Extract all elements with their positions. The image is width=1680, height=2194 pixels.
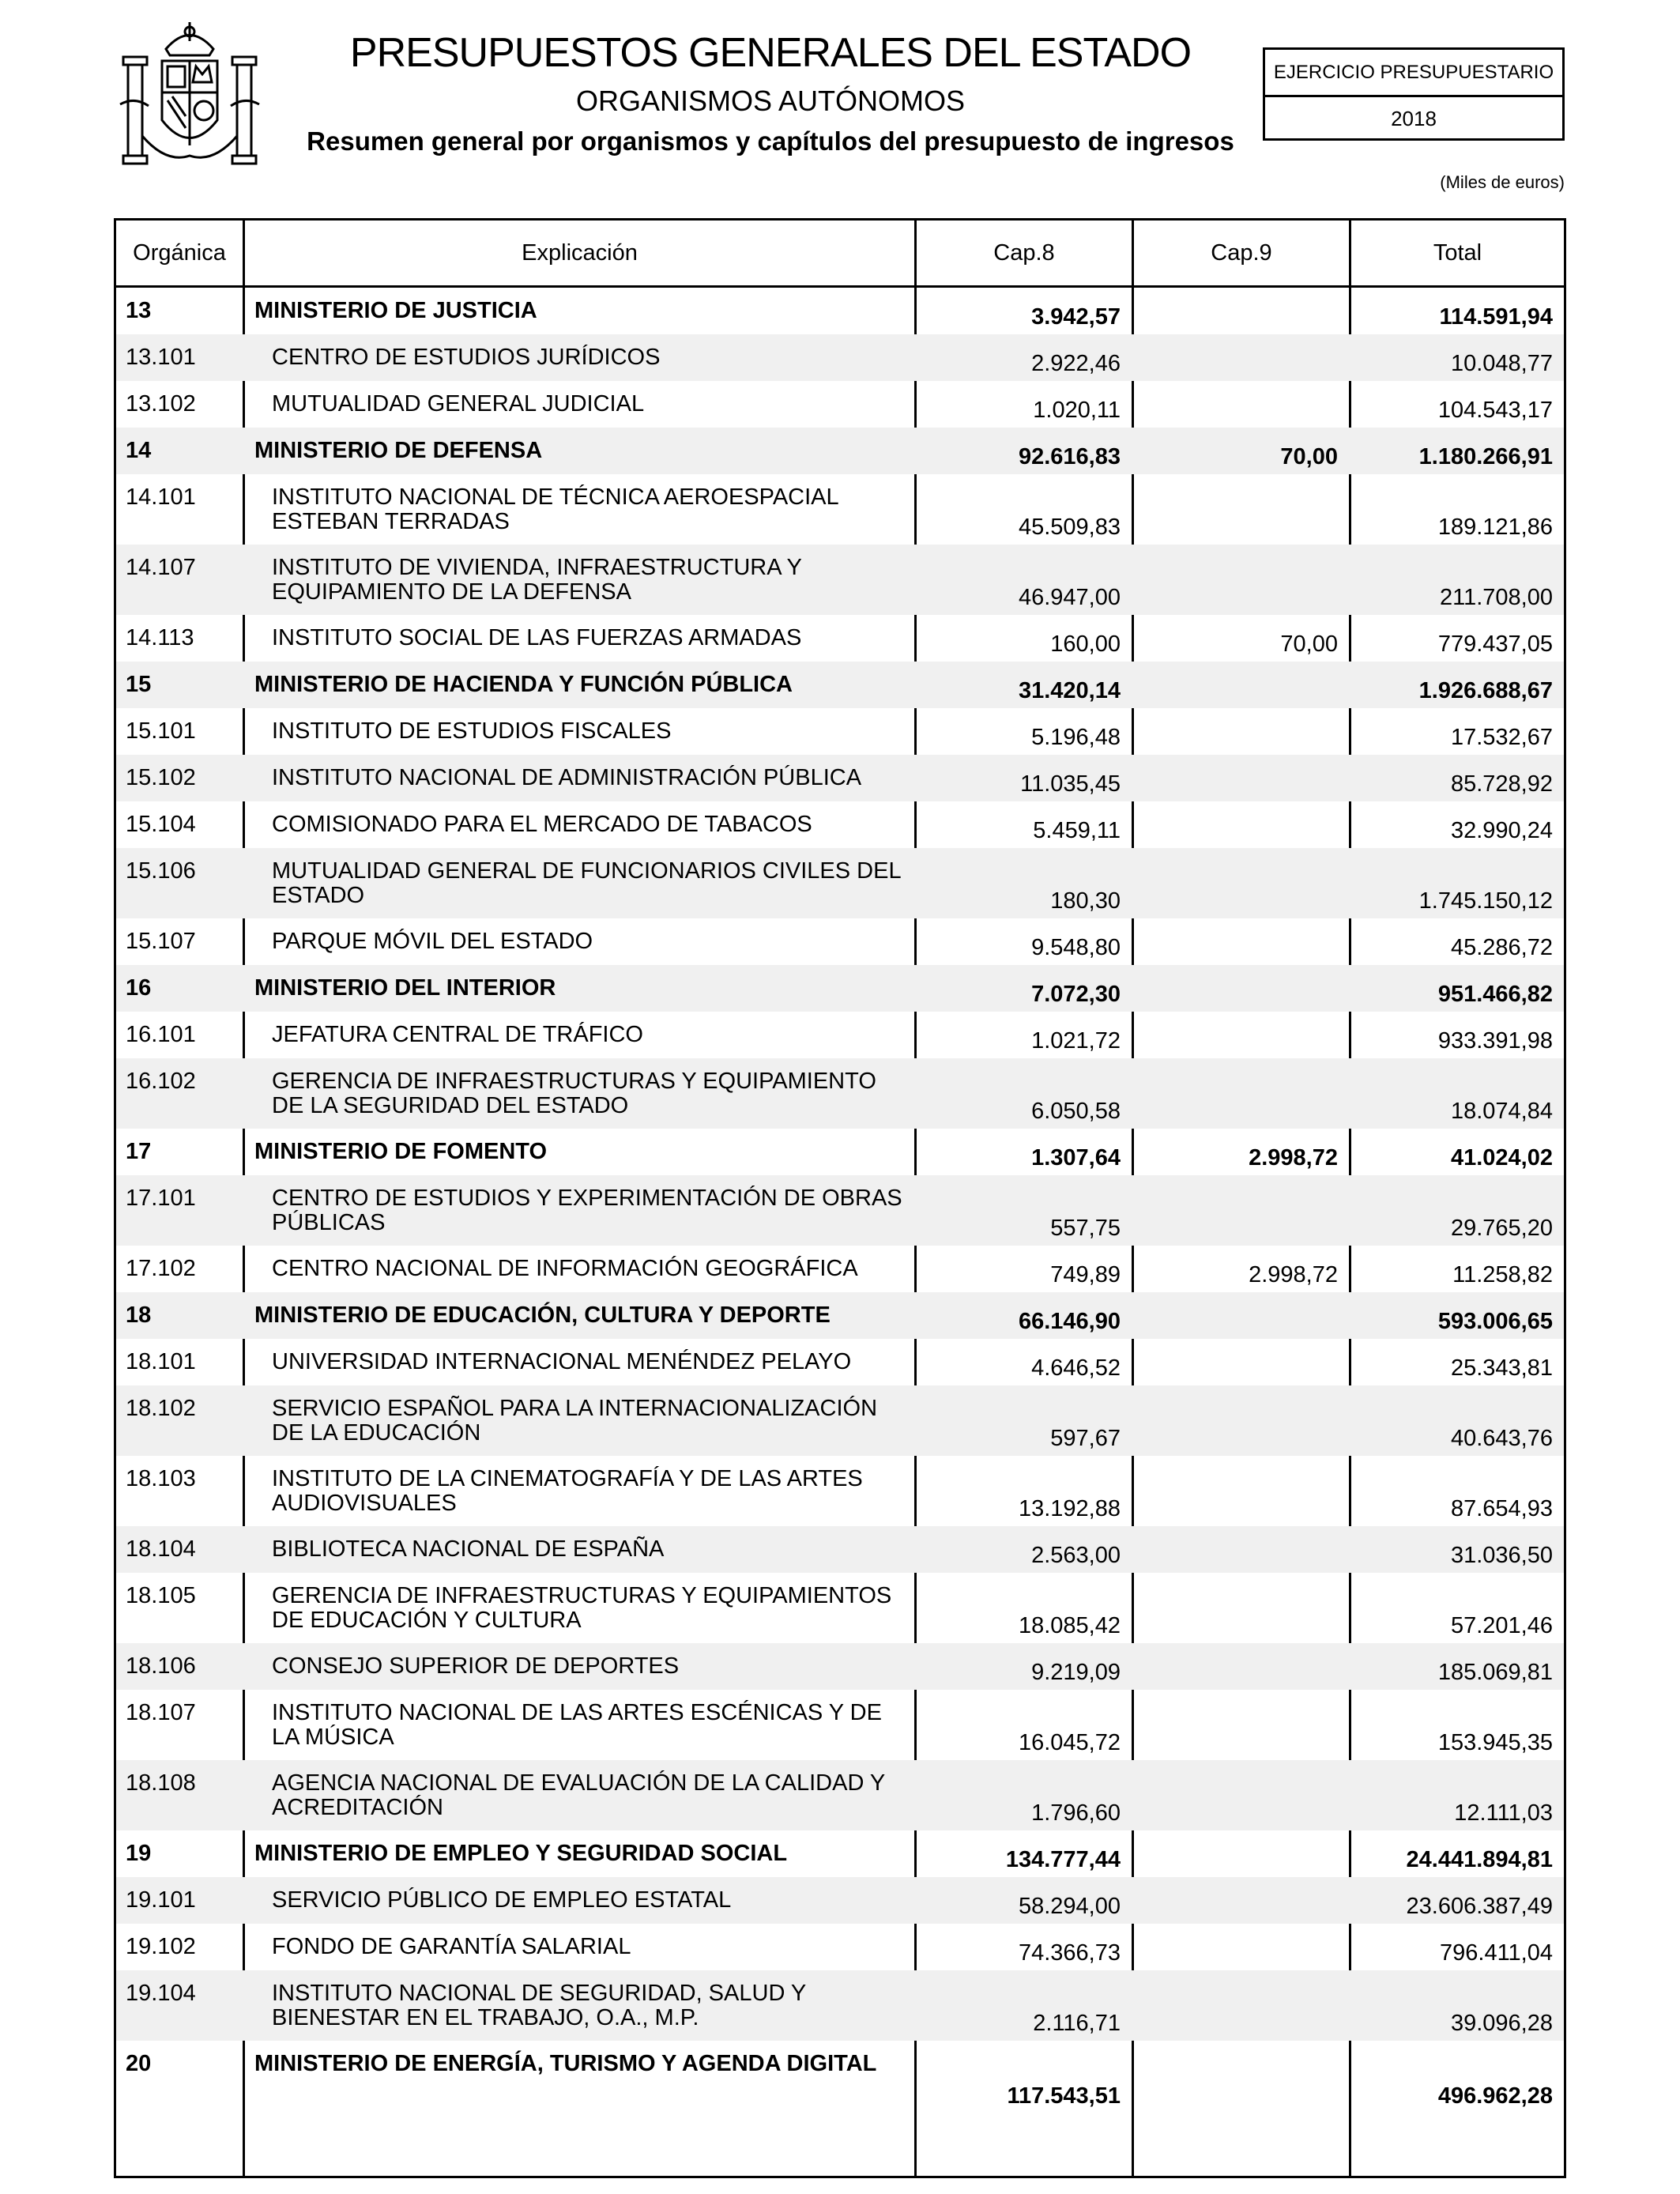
table-row <box>116 848 1564 918</box>
cap9-cell <box>1134 1339 1349 1385</box>
table-row <box>116 918 1564 965</box>
explicacion-cell: UNIVERSIDAD INTERNACIONAL MENÉNDEZ PELAYO <box>272 1349 852 1374</box>
total-cell: 39.096,28 <box>1450 2011 1553 2036</box>
table-row <box>116 1012 1564 1058</box>
ministry-row <box>116 1129 1564 1175</box>
total-cell: 951.466,82 <box>1437 982 1553 1007</box>
cap8-cell: 5.459,11 <box>1033 818 1121 843</box>
organica-cell: 15.107 <box>126 929 196 954</box>
cap8-cell: 58.294,00 <box>1018 1894 1121 1919</box>
organica-cell: 13.101 <box>126 345 196 370</box>
cap8-cell: 92.616,83 <box>1018 444 1121 469</box>
cap8-cell: 2.116,71 <box>1033 2011 1121 2036</box>
explicacion-cell: INSTITUTO NACIONAL DE TÉCNICA AEROESPACIAL ESTEBAN TERRADAS <box>272 484 838 534</box>
total-cell: 1.745.150,12 <box>1418 888 1553 914</box>
organica-cell: 18.107 <box>126 1700 196 1725</box>
explicacion-cell: INSTITUTO DE ESTUDIOS FISCALES <box>272 718 672 744</box>
table-row <box>116 708 1564 755</box>
organica-cell: 18.103 <box>126 1466 196 1491</box>
organica-cell: 14 <box>126 438 152 463</box>
total-cell: 40.643,76 <box>1450 1426 1553 1451</box>
explicacion-cell: GERENCIA DE INFRAESTRUCTURAS Y EQUIPAMIENTOS DE EDUCACIÓN Y CULTURA <box>272 1583 892 1633</box>
table-row <box>116 1385 1564 1456</box>
cap9-cell <box>1134 1175 1349 1246</box>
total-cell: 23.606.387,49 <box>1406 1894 1553 1919</box>
cap9-cell <box>1134 381 1349 428</box>
organica-cell: 17.102 <box>126 1256 196 1281</box>
column-header-explicacion: Explicación <box>522 240 638 266</box>
explicacion-cell: CENTRO NACIONAL DE INFORMACIÓN GEOGRÁFICA <box>272 1256 858 1281</box>
explicacion-cell: SERVICIO ESPAÑOL PARA LA INTERNACIONALIZACIÓN DE LA EDUCACIÓN <box>272 1396 878 1446</box>
explicacion-cell: INSTITUTO DE LA CINEMATOGRAFÍA Y DE LAS ARTES AUDIOVISUALES <box>272 1466 863 1516</box>
organica-cell: 13 <box>126 298 152 323</box>
cap8-cell: 46.947,00 <box>1018 585 1121 610</box>
organica-cell: 19.104 <box>126 1981 196 2006</box>
cap8-cell: 5.196,48 <box>1031 725 1121 750</box>
cap9-cell <box>1134 545 1349 615</box>
column-header-cap8: Cap.8 <box>993 240 1055 266</box>
total-cell: 10.048,77 <box>1450 351 1553 376</box>
table-row <box>116 1526 1564 1573</box>
total-cell: 189.121,86 <box>1437 515 1553 540</box>
table-row <box>116 1760 1564 1830</box>
explicacion-cell: CENTRO DE ESTUDIOS Y EXPERIMENTACIÓN DE OBRAS PÚBLICAS <box>272 1186 902 1235</box>
cap8-cell: 2.563,00 <box>1031 1543 1121 1568</box>
cap8-cell: 4.646,52 <box>1031 1355 1121 1381</box>
total-cell: 12.111,03 <box>1454 1800 1553 1826</box>
exercise-year: 2018 <box>1391 107 1437 130</box>
cap8-cell: 1.796,60 <box>1031 1800 1121 1826</box>
total-cell: 185.069,81 <box>1437 1660 1553 1685</box>
total-cell: 17.532,67 <box>1450 725 1553 750</box>
cap8-cell: 66.146,90 <box>1018 1309 1121 1334</box>
cap8-cell: 180,30 <box>1050 888 1121 914</box>
organica-cell: 18.106 <box>126 1653 196 1679</box>
cap9-cell <box>1134 1456 1349 1526</box>
explicacion-cell: MINISTERIO DE HACIENDA Y FUNCIÓN PÚBLICA <box>254 672 793 697</box>
organica-cell: 20 <box>126 2051 152 2076</box>
explicacion-cell: MUTUALIDAD GENERAL JUDICIAL <box>272 391 645 417</box>
total-cell: 24.441.894,81 <box>1406 1847 1553 1872</box>
exercise-label: EJERCICIO PRESUPUESTARIO <box>1265 50 1562 97</box>
explicacion-cell: MINISTERIO DE FOMENTO <box>254 1139 548 1164</box>
total-cell: 25.343,81 <box>1450 1355 1553 1381</box>
table-row <box>116 755 1564 801</box>
cap9-cell <box>1134 1058 1349 1129</box>
total-cell: 18.074,84 <box>1450 1099 1553 1124</box>
ministry-row <box>116 428 1564 474</box>
total-cell: 85.728,92 <box>1450 771 1553 797</box>
total-cell: 41.024,02 <box>1450 1145 1553 1171</box>
cap8-cell: 3.942,57 <box>1031 304 1121 330</box>
cap8-cell: 749,89 <box>1050 1262 1121 1287</box>
cap9-cell <box>1134 1924 1349 1970</box>
organica-cell: 16.101 <box>126 1022 196 1047</box>
table-row <box>116 1877 1564 1924</box>
explicacion-cell: AGENCIA NACIONAL DE EVALUACIÓN DE LA CALIDAD Y ACREDITACIÓN <box>272 1770 885 1820</box>
table-row <box>116 474 1564 545</box>
ministry-row <box>116 2041 1564 2113</box>
cap9-cell <box>1134 1385 1349 1456</box>
total-cell: 593.006,65 <box>1437 1309 1553 1334</box>
organica-cell: 14.107 <box>126 555 196 580</box>
total-cell: 211.708,00 <box>1440 585 1553 610</box>
table-row <box>116 334 1564 381</box>
total-cell: 114.591,94 <box>1439 304 1553 330</box>
cap9-cell: 2.998,72 <box>1249 1145 1338 1171</box>
organica-cell: 16.102 <box>126 1069 196 1094</box>
cap8-cell: 45.509,83 <box>1018 515 1121 540</box>
cap8-cell: 9.548,80 <box>1031 935 1121 960</box>
table-row <box>116 545 1564 615</box>
total-cell: 32.990,24 <box>1450 818 1553 843</box>
coat-of-arms-logo <box>111 17 269 175</box>
units-note: (Miles de euros) <box>1440 172 1565 192</box>
cap8-cell: 9.219,09 <box>1031 1660 1121 1685</box>
explicacion-cell: FONDO DE GARANTÍA SALARIAL <box>272 1934 631 1959</box>
cap9-cell <box>1134 1877 1349 1924</box>
cap9-cell <box>1134 1012 1349 1058</box>
cap9-cell <box>1134 474 1349 545</box>
organica-cell: 19 <box>126 1841 152 1866</box>
organica-cell: 14.101 <box>126 484 196 510</box>
ministry-row <box>116 288 1564 334</box>
organica-cell: 19.102 <box>126 1934 196 1959</box>
explicacion-cell: MUTUALIDAD GENERAL DE FUNCIONARIOS CIVILES DEL ESTADO <box>272 858 901 908</box>
explicacion-cell: JEFATURA CENTRAL DE TRÁFICO <box>272 1022 643 1047</box>
explicacion-cell: GERENCIA DE INFRAESTRUCTURAS Y EQUIPAMIENTO DE LA SEGURIDAD DEL ESTADO <box>272 1069 876 1118</box>
explicacion-cell: MINISTERIO DEL INTERIOR <box>254 975 556 1001</box>
table-row <box>116 1924 1564 1970</box>
explicacion-cell: MINISTERIO DE ENERGÍA, TURISMO Y AGENDA DIGITAL <box>254 2051 877 2076</box>
page-title: PRESUPUESTOS GENERALES DEL ESTADO <box>349 30 1192 76</box>
explicacion-cell: PARQUE MÓVIL DEL ESTADO <box>272 929 593 954</box>
total-cell: 11.258,82 <box>1452 1262 1553 1287</box>
cap9-cell: 2.998,72 <box>1249 1262 1338 1287</box>
cap9-cell <box>1134 1690 1349 1760</box>
explicacion-cell: MINISTERIO DE EDUCACIÓN, CULTURA Y DEPORTE <box>254 1302 831 1328</box>
cap9-cell <box>1134 1830 1349 1877</box>
table-body <box>116 288 1564 2113</box>
report-heading: Resumen general por organismos y capítulos del presupuesto de ingresos <box>307 126 1234 156</box>
cap9-cell <box>1134 918 1349 965</box>
cap9-cell <box>1134 801 1349 848</box>
cap8-cell: 6.050,58 <box>1031 1099 1121 1124</box>
cap9-cell <box>1134 662 1349 708</box>
organica-cell: 18.105 <box>126 1583 196 1608</box>
explicacion-cell: CONSEJO SUPERIOR DE DEPORTES <box>272 1653 680 1679</box>
column-header-cap9: Cap.9 <box>1211 240 1272 266</box>
table-row <box>116 1246 1564 1292</box>
table-row <box>116 1456 1564 1526</box>
organica-cell: 15 <box>126 672 152 697</box>
explicacion-cell: MINISTERIO DE EMPLEO Y SEGURIDAD SOCIAL <box>254 1841 788 1866</box>
total-cell: 45.286,72 <box>1450 935 1553 960</box>
organica-cell: 13.102 <box>126 391 196 417</box>
total-cell: 29.765,20 <box>1450 1216 1553 1241</box>
cap9-cell <box>1134 1760 1349 1830</box>
total-cell: 31.036,50 <box>1450 1543 1553 1568</box>
cap9-cell <box>1134 1526 1349 1573</box>
cap8-cell: 74.366,73 <box>1018 1940 1121 1966</box>
page-subtitle: ORGANISMOS AUTÓNOMOS <box>575 85 966 117</box>
organica-cell: 15.106 <box>126 858 196 884</box>
cap9-cell <box>1134 755 1349 801</box>
cap8-cell: 597,67 <box>1050 1426 1121 1451</box>
cap8-cell: 1.020,11 <box>1033 398 1121 423</box>
explicacion-cell: CENTRO DE ESTUDIOS JURÍDICOS <box>272 345 661 370</box>
cap9-cell: 70,00 <box>1280 444 1338 469</box>
total-cell: 57.201,46 <box>1450 1613 1553 1638</box>
cap8-cell: 117.543,51 <box>1007 2083 1121 2109</box>
table-row <box>116 615 1564 662</box>
cap9-cell <box>1134 965 1349 1012</box>
total-cell: 87.654,93 <box>1450 1496 1553 1521</box>
ministry-row <box>116 1830 1564 1877</box>
cap9-cell <box>1134 288 1349 334</box>
exercise-box <box>1263 47 1565 141</box>
column-header-total: Total <box>1433 240 1482 266</box>
cap8-cell: 1.021,72 <box>1031 1028 1121 1054</box>
cap8-cell: 134.777,44 <box>1005 1847 1121 1872</box>
cap9-cell: 70,00 <box>1280 631 1338 657</box>
cap8-cell: 2.922,46 <box>1031 351 1121 376</box>
total-cell: 779.437,05 <box>1437 631 1553 657</box>
cap9-cell <box>1134 334 1349 381</box>
table-row <box>116 1058 1564 1129</box>
cap8-cell: 13.192,88 <box>1018 1496 1121 1521</box>
cap9-cell <box>1134 708 1349 755</box>
cap9-cell <box>1134 848 1349 918</box>
cap9-cell <box>1134 1573 1349 1643</box>
explicacion-cell: COMISIONADO PARA EL MERCADO DE TABACOS <box>272 812 812 837</box>
cap8-cell: 11.035,45 <box>1020 771 1121 797</box>
total-cell: 153.945,35 <box>1437 1730 1553 1755</box>
cap9-cell <box>1134 2041 1349 2113</box>
organica-cell: 19.101 <box>126 1887 196 1913</box>
organica-cell: 18.102 <box>126 1396 196 1421</box>
cap8-cell: 160,00 <box>1050 631 1121 657</box>
cap8-cell: 16.045,72 <box>1018 1730 1121 1755</box>
explicacion-cell: SERVICIO PÚBLICO DE EMPLEO ESTATAL <box>272 1887 732 1913</box>
table-row <box>116 1175 1564 1246</box>
table-row <box>116 1690 1564 1760</box>
organica-cell: 18 <box>126 1302 152 1328</box>
explicacion-cell: INSTITUTO NACIONAL DE ADMINISTRACIÓN PÚBLICA <box>272 765 862 790</box>
explicacion-cell: MINISTERIO DE DEFENSA <box>254 438 543 463</box>
organica-cell: 18.104 <box>126 1536 196 1562</box>
cap9-cell <box>1134 1643 1349 1690</box>
explicacion-cell: BIBLIOTECA NACIONAL DE ESPAÑA <box>272 1536 665 1562</box>
organica-cell: 17.101 <box>126 1186 196 1211</box>
organica-cell: 15.104 <box>126 812 196 837</box>
table-row <box>116 1970 1564 2041</box>
organica-cell: 15.101 <box>126 718 196 744</box>
total-cell: 496.962,28 <box>1437 2083 1553 2109</box>
explicacion-cell: MINISTERIO DE JUSTICIA <box>254 298 537 323</box>
organica-cell: 15.102 <box>126 765 196 790</box>
organica-cell: 18.101 <box>126 1349 196 1374</box>
ministry-row <box>116 662 1564 708</box>
explicacion-cell: INSTITUTO NACIONAL DE LAS ARTES ESCÉNICAS Y DE LA MÚSICA <box>272 1700 882 1750</box>
explicacion-cell: INSTITUTO DE VIVIENDA, INFRAESTRUCTURA Y EQUIPAMIENTO DE LA DEFENSA <box>272 555 802 605</box>
cap8-cell: 1.307,64 <box>1031 1145 1121 1171</box>
total-cell: 104.543,17 <box>1437 398 1553 423</box>
cap9-cell <box>1134 1292 1349 1339</box>
budget-table <box>114 218 1566 2178</box>
total-cell: 796.411,04 <box>1440 1940 1553 1966</box>
table-row <box>116 1339 1564 1385</box>
total-cell: 933.391,98 <box>1437 1028 1553 1054</box>
table-row <box>116 1573 1564 1643</box>
organica-cell: 16 <box>126 975 152 1001</box>
cap8-cell: 18.085,42 <box>1018 1613 1121 1638</box>
table-header <box>116 221 1564 288</box>
explicacion-cell: INSTITUTO NACIONAL DE SEGURIDAD, SALUD Y BIENESTAR EN EL TRABAJO, O.A., M.P. <box>272 1981 806 2030</box>
organica-cell: 14.113 <box>126 625 194 650</box>
total-cell: 1.180.266,91 <box>1418 444 1553 469</box>
cap8-cell: 31.420,14 <box>1018 678 1121 703</box>
table-row <box>116 381 1564 428</box>
table-row <box>116 801 1564 848</box>
cap8-cell: 7.072,30 <box>1031 982 1121 1007</box>
explicacion-cell: INSTITUTO SOCIAL DE LAS FUERZAS ARMADAS <box>272 625 802 650</box>
ministry-row <box>116 1292 1564 1339</box>
column-header-organica: Orgánica <box>133 240 226 266</box>
organica-cell: 17 <box>126 1139 152 1164</box>
total-cell: 1.926.688,67 <box>1418 678 1553 703</box>
cap9-cell <box>1134 1970 1349 2041</box>
ministry-row <box>116 965 1564 1012</box>
cap8-cell: 557,75 <box>1050 1216 1121 1241</box>
table-row <box>116 1643 1564 1690</box>
organica-cell: 18.108 <box>126 1770 196 1796</box>
